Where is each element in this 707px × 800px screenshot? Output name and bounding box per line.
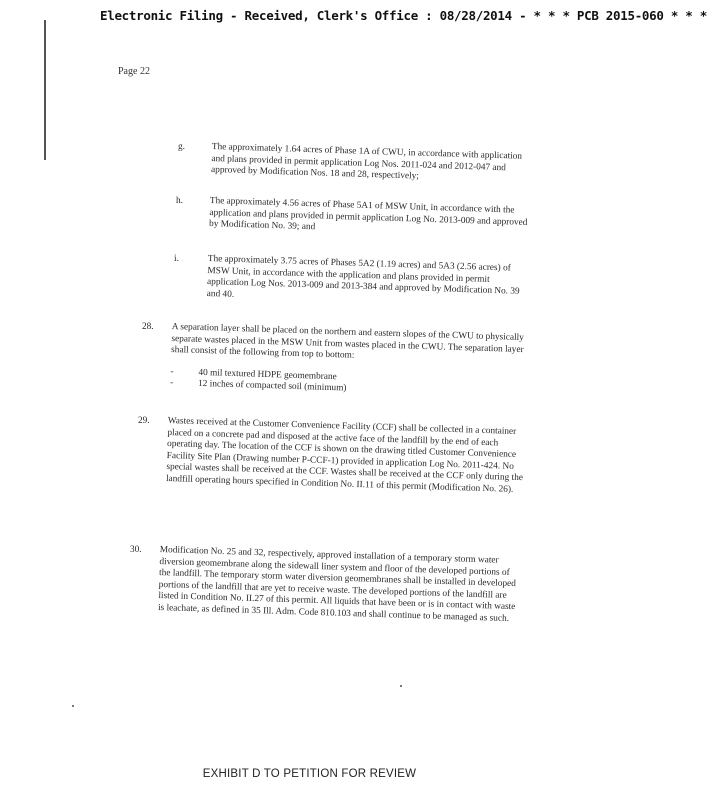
- condition-number: 28.: [142, 322, 154, 332]
- condition-number: 29.: [138, 416, 150, 426]
- list-item-text: The approximately 4.56 acres of Phase 5A1 of MSW Unit, in accordance with the application and plans provided in permit application Log No. 2013-009 and approved by Modification No. 39; and: [208, 196, 528, 233]
- scan-speck: [72, 705, 74, 707]
- condition-body: A separation layer shall be placed on the northern and eastern slopes of the CWU to physically separate wastes placed in the MSW Unit from wastes placed in the CWU. The separation layer shall consist of the following from top to bottom:: [170, 322, 524, 361]
- scan-speck: [400, 685, 402, 687]
- page-number: Page 22: [118, 66, 150, 77]
- bullet-dash: -: [170, 366, 174, 377]
- condition-number: 30.: [130, 545, 142, 555]
- list-item-text: The approximately 3.75 acres of Phases 5A2 (1.19 acres) and 5A3 (2.56 acres) of MSW Unit, in accordance with the application and plans provided in permit application Log Nos. 2013-009 and 2013-384 and approved by Modification No. 39 and 40.: [206, 254, 520, 300]
- list-item-label: g.: [178, 142, 185, 152]
- list-item-label: h.: [176, 196, 183, 206]
- list-item-text: The approximately 1.64 acres of Phase 1A of CWU, in accordance with application and plans provided in permit application Log Nos. 2011-024 and 2012-047 and approved by Modification Nos. 18 and 28, respectively;: [210, 142, 523, 182]
- condition-text: Wastes received at the Customer Convenience Facility (CCF) shall be collected in a container placed on a concrete pad and disposed at the active face of the landfill by the end of each operating day. The location of the CCF is shown on the drawing titled Customer Convenience Facility Site Plan (Drawing number P-CCF-1) provided in application Log No. 2011-424. No special wastes shall be received at the CCF. Wastes shall be received at the CCF only during the landfill operating hours specified in Condition No. II.11 of this permit (Modification No. 26).: [165, 416, 524, 495]
- filing-header-stamp: Electronic Filing - Received, Clerk's Office : 08/28/2014 - * * * PCB 2015-060 * * *: [100, 8, 707, 23]
- bullet-list: [170, 367, 533, 402]
- bullet-dash: -: [169, 378, 174, 389]
- condition-text: Modification No. 25 and 32, respectively, approved installation of a temporary storm water diversion geomembrane along the sidewall liner system and floor of the developed portions of the landfill. The temporary storm water diversion geomembranes shall be installed in developed portions of the landfill that are yet to receive waste. The developed portions of the landfill are listed in Condition No. II.27 of this permit. All liquids that have been or is in contact with waste is leachate, as defined in 35 Ill. Adm. Code 810.103 and shall continue to be managed as such.: [157, 545, 516, 624]
- scan-edge-mark: [44, 20, 46, 160]
- list-item-label: i.: [174, 254, 179, 264]
- condition-text: [170, 322, 534, 401]
- bullet-text: 40 mil textured HDPE geomembrane: [198, 367, 337, 382]
- exhibit-footer: EXHIBIT D TO PETITION FOR REVIEW: [202, 768, 417, 780]
- bullet-text: 12 inches of compacted soil (minimum): [197, 379, 347, 394]
